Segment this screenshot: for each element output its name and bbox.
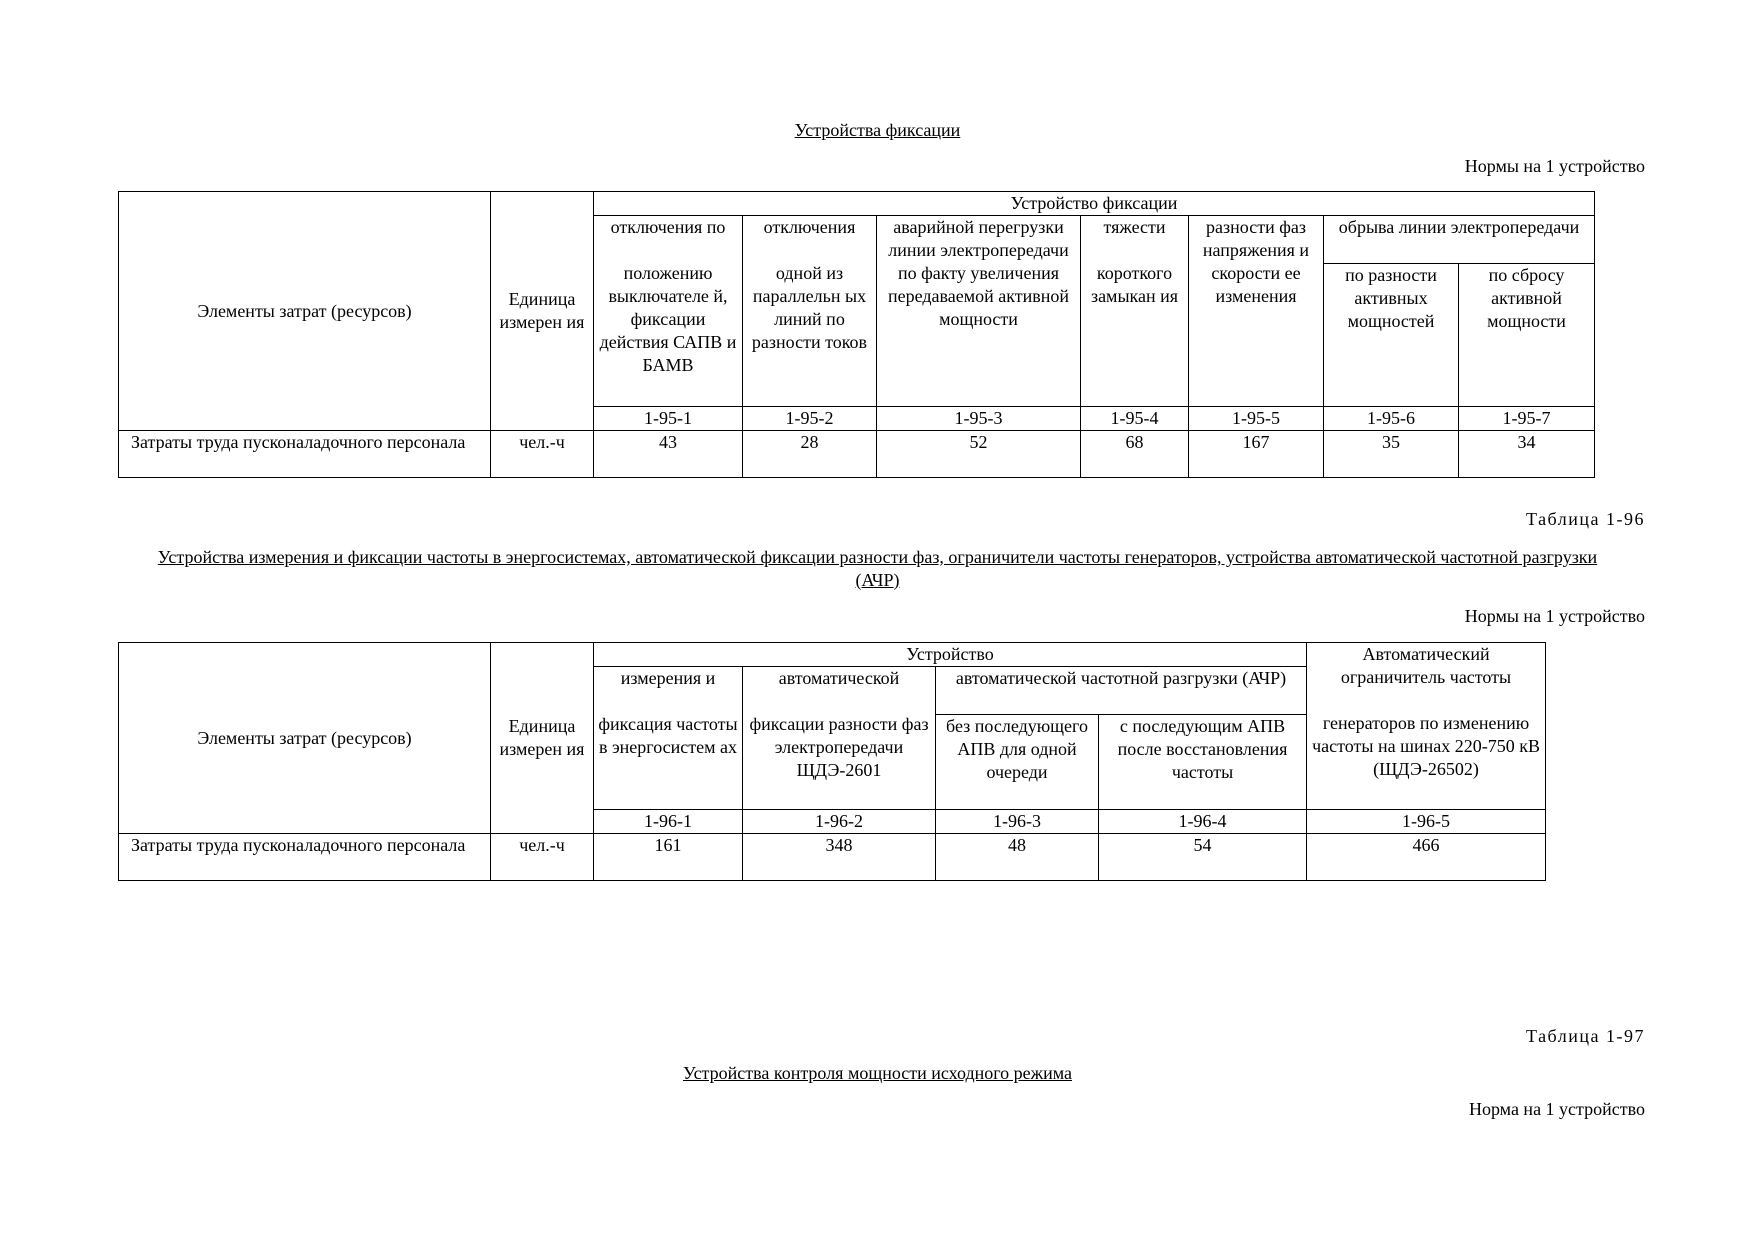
section2-norm-note: Нормы на 1 устройство (1464, 606, 1645, 626)
col-unit-header: Единица измерен ия (491, 192, 594, 431)
subheader-5: разности фаз напряжения и скорости ее изменения (1189, 216, 1324, 407)
value-cell: 167 (1189, 431, 1324, 478)
achr-sub-2: с последующим АПВ после восстановления частоты (1099, 715, 1307, 810)
section3-table-number: Таблица 1-97 (1526, 1026, 1645, 1046)
subheader-4: тяжести короткого замыкан ия (1081, 216, 1189, 407)
code-cell: 1-95-2 (743, 407, 877, 431)
value-cell: 35 (1324, 431, 1459, 478)
value-cell: 68 (1081, 431, 1189, 478)
limiter-header: Автоматический ограничитель частоты генераторов по изменению частоты на шинах 220-750 кВ (ЩДЭ-26502) (1307, 643, 1546, 810)
col-elements-header: Элементы затрат (ресурсов) (119, 643, 491, 834)
group-header: Устройство фиксации (594, 192, 1595, 216)
value-cell: 466 (1307, 834, 1546, 881)
value-cell: 52 (877, 431, 1081, 478)
subheader-measure: измерения и фиксация частоты в энергосистем ах (594, 667, 743, 810)
value-cell: 43 (594, 431, 743, 478)
col-unit-header: Единица измерен ия (491, 643, 594, 834)
table-1-95 (118, 191, 1595, 478)
break-sub-2: по сбросу активной мощности (1459, 264, 1595, 407)
section3-norm-note: Норма на 1 устройство (1468, 1099, 1645, 1119)
code-cell: 1-95-4 (1081, 407, 1189, 431)
code-cell: 1-95-1 (594, 407, 743, 431)
row-unit: чел.-ч (491, 834, 594, 881)
row-unit: чел.-ч (491, 431, 594, 478)
subheader-3: аварийной перегрузки линии электропередачи по факту увеличения передаваемой активной мощности (877, 216, 1081, 407)
section2-table-number: Таблица 1-96 (1526, 509, 1645, 529)
value-cell: 348 (743, 834, 936, 881)
subheader-phase: автоматической фиксации разности фаз электропередачи ЩДЭ-2601 (743, 667, 936, 810)
code-cell: 1-95-6 (1324, 407, 1459, 431)
value-cell: 28 (743, 431, 877, 478)
code-cell: 1-95-7 (1459, 407, 1595, 431)
subheader-1: отключения по положению выключателе й, фиксации действия САПВ и БАМВ (594, 216, 743, 407)
value-cell: 161 (594, 834, 743, 881)
code-cell: 1-95-3 (877, 407, 1081, 431)
table-row (119, 431, 1595, 478)
code-cell: 1-96-1 (594, 810, 743, 834)
section1-norm-note: Нормы на 1 устройство (1464, 156, 1645, 176)
code-cell: 1-96-5 (1307, 810, 1546, 834)
group-header: Устройство (594, 643, 1307, 667)
table-row (119, 834, 1546, 881)
section1-title: Устройства фиксации (794, 120, 961, 140)
achr-header: автоматической частотной разгрузки (АЧР) (936, 667, 1307, 715)
value-cell: 54 (1099, 834, 1307, 881)
table-1-96 (118, 642, 1546, 881)
section3-title: Устройства контроля мощности исходного режима (682, 1063, 1072, 1083)
row-label: Затраты труда пусконаладочного персонала (119, 431, 491, 478)
value-cell: 48 (936, 834, 1099, 881)
code-cell: 1-96-4 (1099, 810, 1307, 834)
col-elements-header: Элементы затрат (ресурсов) (119, 192, 491, 431)
achr-sub-1: без последующего АПВ для одной очереди (936, 715, 1099, 810)
break-header: обрыва линии электропередачи (1324, 216, 1595, 264)
code-cell: 1-96-3 (936, 810, 1099, 834)
row-label: Затраты труда пусконаладочного персонала (119, 834, 491, 881)
subheader-2: отключения одной из параллельн ых линий по разности токов (743, 216, 877, 407)
code-cell: 1-96-2 (743, 810, 936, 834)
section2-title: Устройства измерения и фиксации частоты в энергосистемах, автоматической фиксации разности фаз, ограничители частоты генераторов, устройства автоматической частотной разгрузки (АЧР) (157, 547, 1598, 590)
break-sub-1: по разности активных мощностей (1324, 264, 1459, 407)
code-cell: 1-95-5 (1189, 407, 1324, 431)
value-cell: 34 (1459, 431, 1595, 478)
